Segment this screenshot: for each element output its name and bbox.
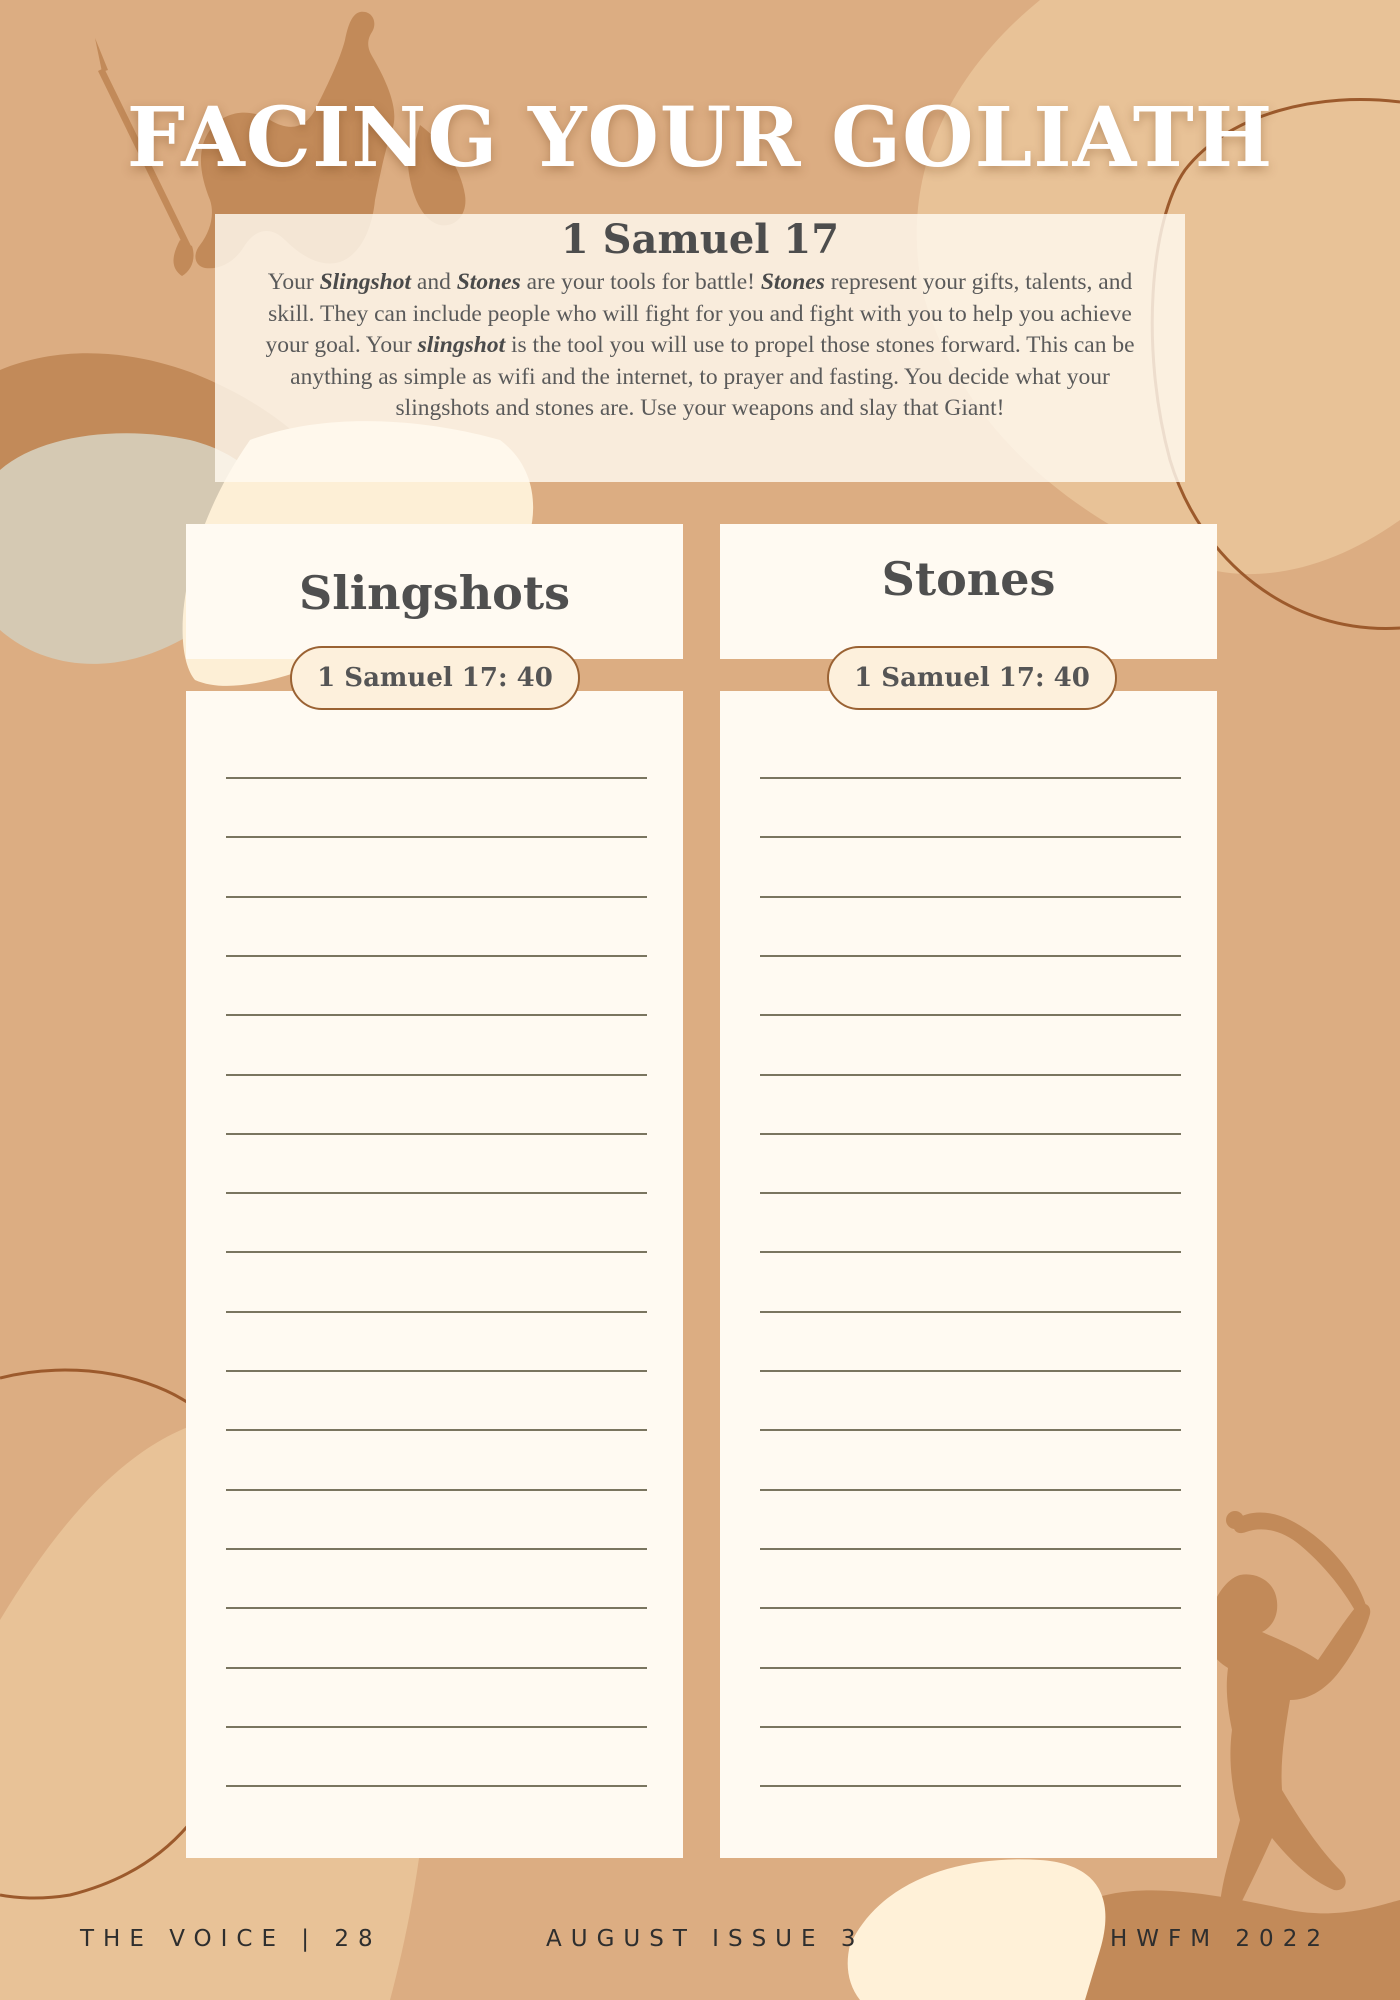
writing-line[interactable]: [760, 896, 1181, 898]
slingshots-header-panel: [186, 524, 683, 659]
intro-box: [215, 214, 1185, 482]
writing-line[interactable]: [226, 1726, 647, 1728]
writing-line[interactable]: [760, 955, 1181, 957]
writing-line[interactable]: [226, 1785, 647, 1787]
stones-verse-badge: 1 Samuel 17: 40: [827, 646, 1117, 710]
writing-line[interactable]: [760, 1074, 1181, 1076]
writing-line[interactable]: [760, 1311, 1181, 1313]
writing-line[interactable]: [760, 1667, 1181, 1669]
writing-line[interactable]: [226, 1133, 647, 1135]
writing-line[interactable]: [226, 836, 647, 838]
writing-line[interactable]: [760, 1014, 1181, 1016]
intro-heading: 1 Samuel 17: [560, 216, 840, 263]
writing-line[interactable]: [226, 1548, 647, 1550]
writing-line[interactable]: [226, 1251, 647, 1253]
writing-line[interactable]: [760, 1429, 1181, 1431]
writing-line[interactable]: [226, 1370, 647, 1372]
writing-line[interactable]: [760, 1726, 1181, 1728]
writing-line[interactable]: [226, 1607, 647, 1609]
writing-line[interactable]: [226, 1192, 647, 1194]
writing-line[interactable]: [760, 1489, 1181, 1491]
writing-line[interactable]: [226, 1311, 647, 1313]
blob-bottom-cream: [848, 1859, 1106, 2000]
writing-line[interactable]: [760, 836, 1181, 838]
slingshots-title: Slingshots: [299, 566, 570, 620]
writing-line[interactable]: [760, 1785, 1181, 1787]
slingshots-writing-panel: [186, 691, 683, 1858]
stones-writing-panel: [720, 691, 1217, 1858]
writing-line[interactable]: [760, 1251, 1181, 1253]
writing-line[interactable]: [226, 955, 647, 957]
writing-line[interactable]: [760, 1607, 1181, 1609]
writing-line[interactable]: [760, 1192, 1181, 1194]
writing-line[interactable]: [226, 777, 647, 779]
writing-line[interactable]: [760, 1548, 1181, 1550]
writing-line[interactable]: [226, 1667, 647, 1669]
footer-left: THE VOICE | 28: [80, 1926, 382, 1952]
emphasis-term: Stones: [456, 269, 521, 295]
intro-text: Your Slingshot and Stones are your tools for battle! Stones represent your gifts, talents, and skill. They can include people who will fight for you and fight with you to help you achieve your goal. Your slingshot is the tool you will use to propel those stones forward. This can be anything as simple as wifi and the internet, to prayer and fasting. You decide what your slingshots and stones are. Use your weapons and slay that Giant!: [265, 269, 1135, 421]
writing-line[interactable]: [226, 1489, 647, 1491]
footer-center: AUGUST ISSUE 3: [546, 1926, 865, 1952]
emphasis-term: slingshot: [417, 332, 506, 358]
writing-line[interactable]: [760, 1133, 1181, 1135]
writing-line[interactable]: [760, 1370, 1181, 1372]
writing-line[interactable]: [226, 1429, 647, 1431]
stones-header-panel: [720, 524, 1217, 659]
emphasis-term: Slingshot: [319, 269, 412, 295]
footer-right: HWFM 2022: [1110, 1926, 1330, 1952]
page-title: FACING YOUR GOLIATH: [126, 90, 1274, 186]
writing-line[interactable]: [226, 896, 647, 898]
writing-line[interactable]: [226, 1014, 647, 1016]
writing-line[interactable]: [226, 1074, 647, 1076]
writing-line[interactable]: [760, 777, 1181, 779]
david-silhouette-bottom-right: [1205, 1511, 1370, 1915]
slingshots-verse-badge: 1 Samuel 17: 40: [290, 646, 580, 710]
emphasis-term: Stones: [760, 269, 825, 295]
stones-title: Stones: [881, 552, 1056, 606]
